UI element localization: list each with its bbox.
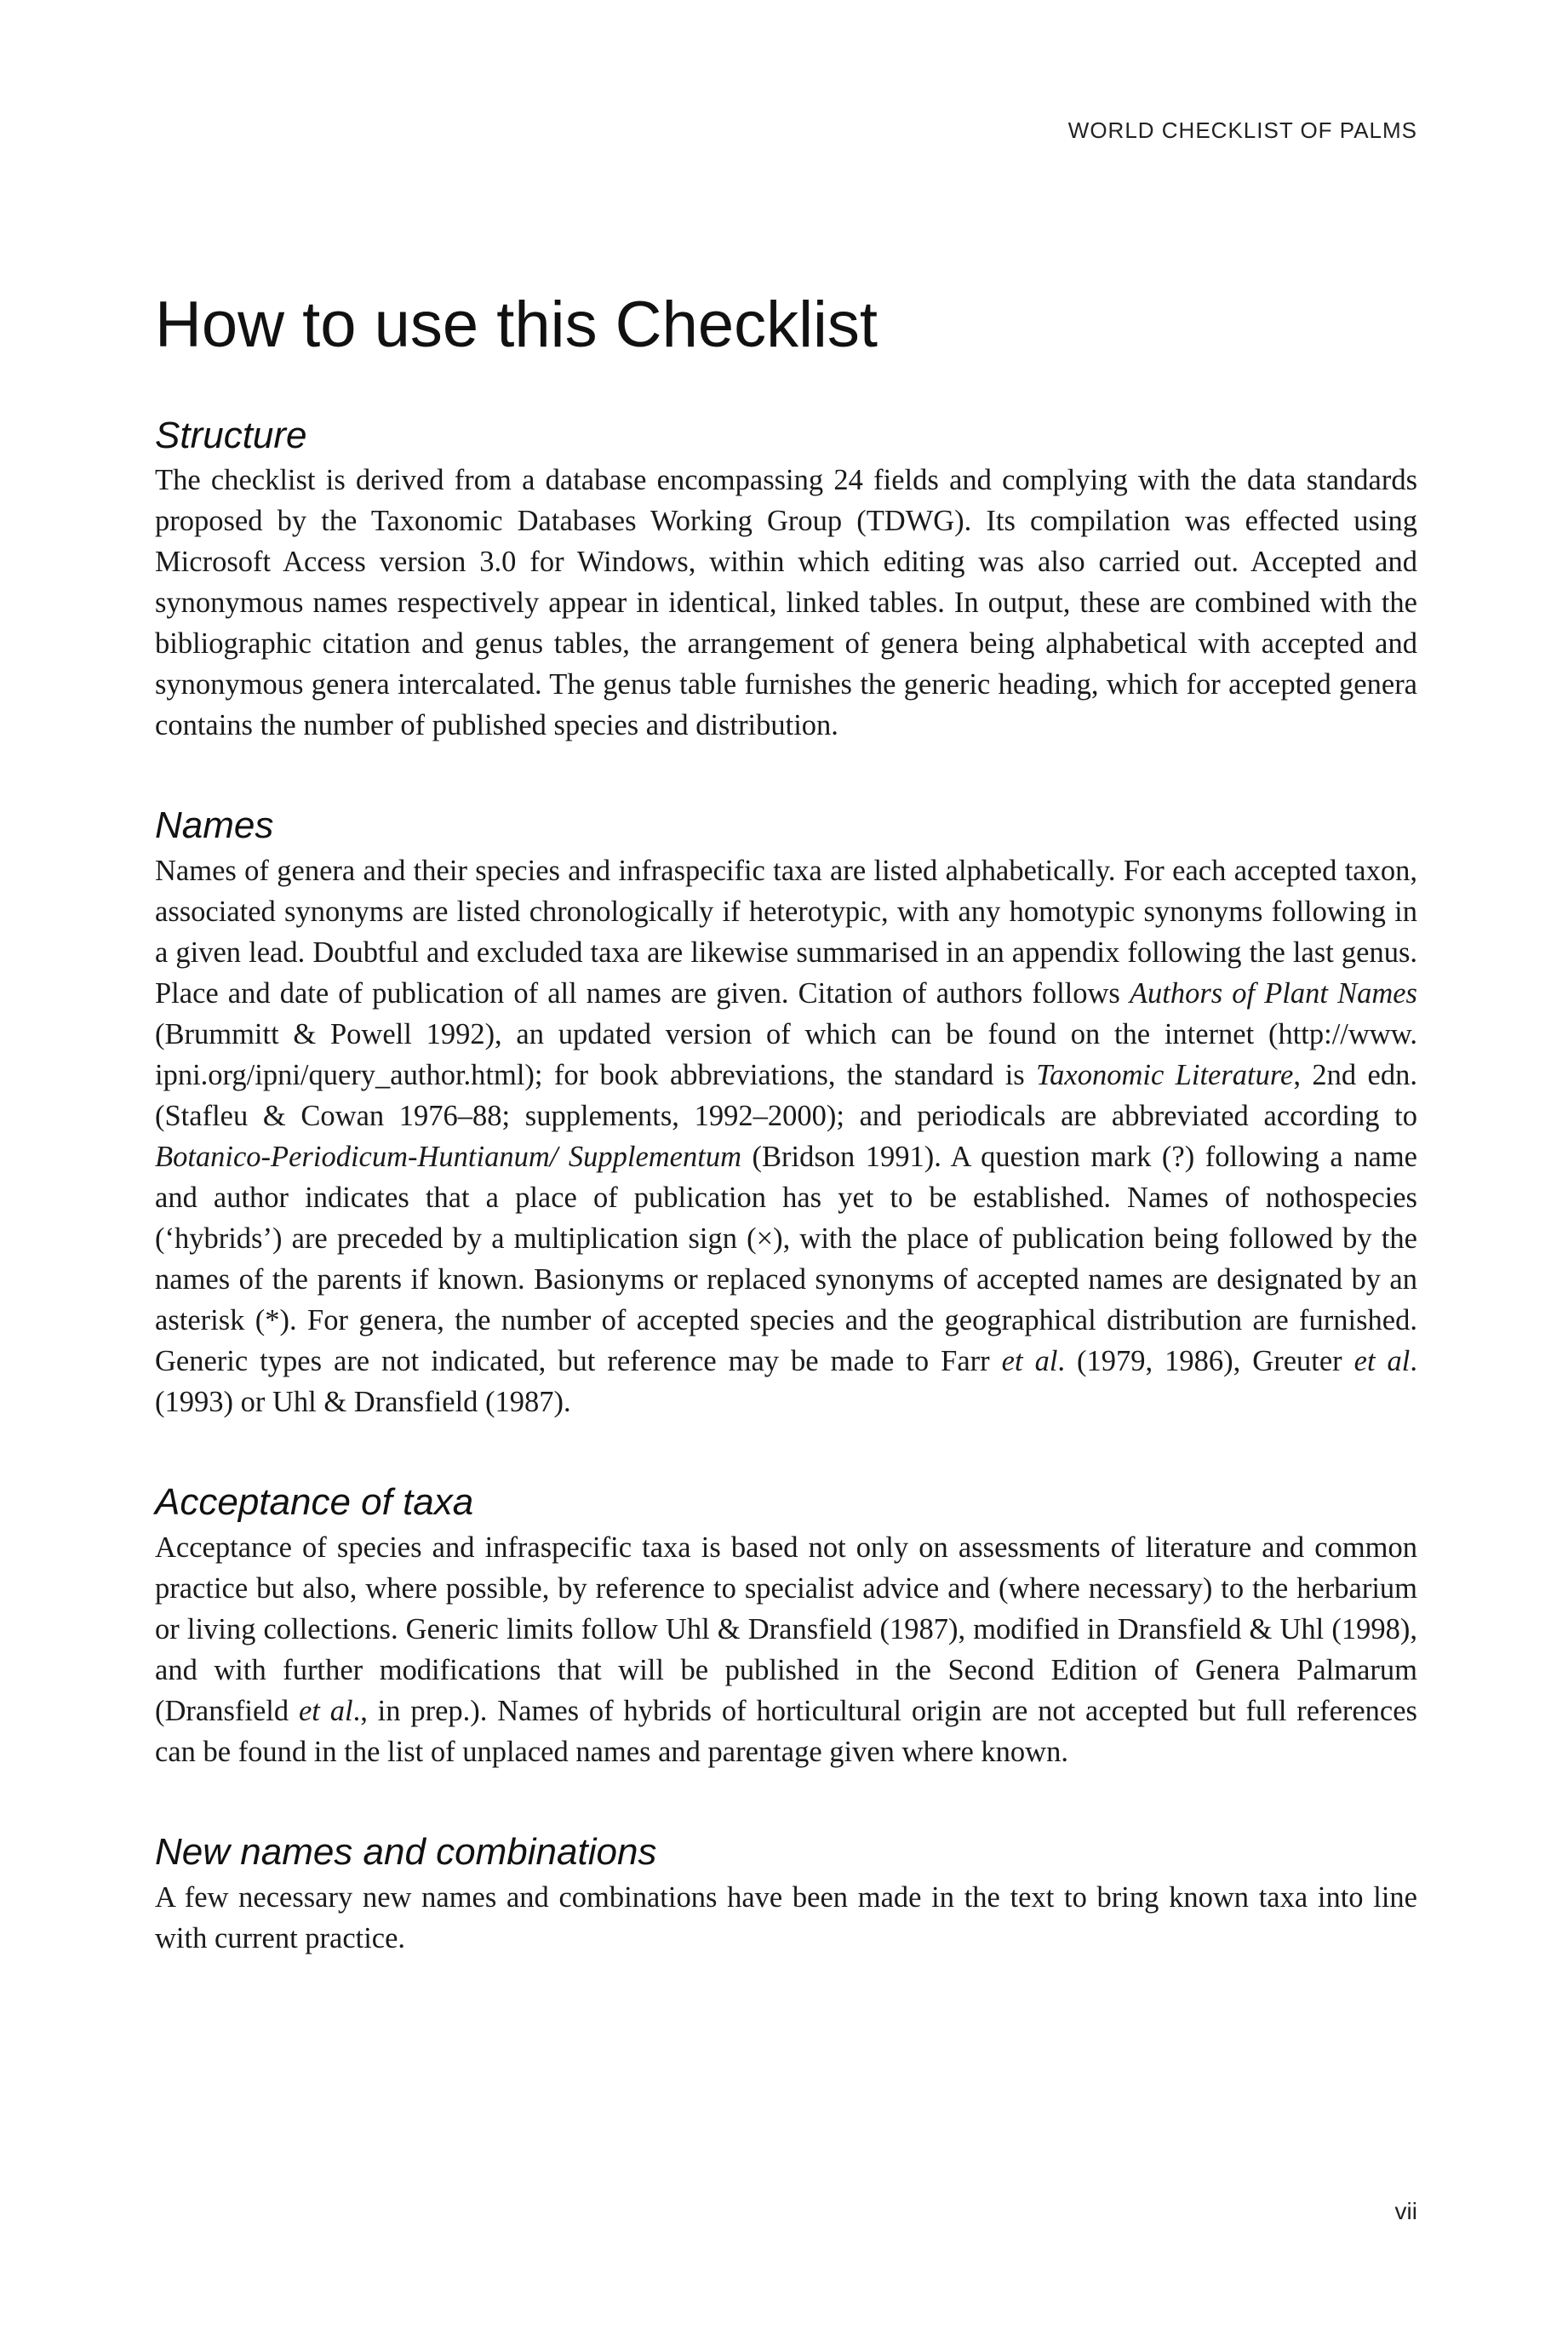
- text-run: Acceptance of species and infraspecific taxa is based not only on assessments of literature and common practice but also, where possible, by reference to specialist advice and (where necessary) to the herbarium or living collections. Generic limits follow Uhl & Dransfield (1987), modified in Dransfield & Uhl (1998), and with further modifications that will be published in the Second Edition of Genera Palmarum (Dransfield: [155, 1531, 1417, 1727]
- section-structure: [155, 414, 1417, 747]
- text-run: , 2nd edn. (Stafleu & Cowan 1976–88; supplements, 1992–2000); and periodicals are abbreviated according to: [155, 1059, 1417, 1133]
- page-content: [155, 289, 1417, 2017]
- section-heading-acceptance: Acceptance of taxa: [155, 1481, 474, 1524]
- italic-et-al: et al: [1353, 1345, 1411, 1378]
- section-body-names: [155, 850, 1417, 1422]
- section-body-structure: The checklist is derived from a database encompassing 24 fields and complying with the data standards proposed by the Taxonomic Databases Working Group (TDWG). Its compilation was effected using Microsoft Access version 3.0 for Windows, within which editing was also carried out. Accepted and synonymous names respectively appear in identical, linked tables. In output, these are combined with the bibliographic citation and genus tables, the arrangement of genera being alphabetical with accepted and synonymous genera intercalated. The genus table furnishes the generic heading, which for accepted genera contains the number of published species and distribution.: [155, 464, 1417, 742]
- italic-title: Authors of Plant Names: [1129, 977, 1417, 1010]
- section-new-names: [155, 1830, 1417, 1959]
- section-names: [155, 804, 1417, 1422]
- section-heading-new-names: New names and combinations: [155, 1830, 657, 1873]
- section-acceptance: [155, 1480, 1417, 1772]
- running-head: WORLD CHECKLIST OF PALMS: [1067, 117, 1417, 143]
- italic-et-al: et al: [298, 1694, 353, 1727]
- italic-title: Taxonomic Literature: [1036, 1059, 1294, 1092]
- section-heading-structure: Structure: [155, 414, 307, 456]
- page-title: How to use this Checklist: [155, 289, 878, 361]
- text-run: . (1993) or Uhl & Dransfield (1987).: [155, 1345, 1418, 1419]
- section-body-acceptance: [155, 1527, 1417, 1772]
- page-number: vii: [1394, 2198, 1417, 2224]
- text-run: Names of genera and their species and infraspecific taxa are listed alphabetically. For each accepted taxon, associated synonyms are listed chronologically if heterotypic, with any homotypic synonyms following in a given lead. Doubtful and excluded taxa are likewise summarised in an appendix following the last genus. Place and date of publication of all names are given. Citation of authors follows: [155, 855, 1417, 1010]
- italic-et-al: et al: [1001, 1345, 1058, 1378]
- text-run: . (1979, 1986), Greuter: [1057, 1345, 1354, 1378]
- text-run: (Bridson 1991). A question mark (?) following a name and author indicates that a place of publication has yet to be established. Names of nothospecies (‘hybrids’) are preceded by a multiplication sign (×), with the place of publication being followed by the names of the parents if known. Basionyms or replaced synonyms of accepted names are designated by an asterisk (*). For genera, the number of accepted species and the geographical distribution are furnished. Generic types are not indicated, but reference may be made to Farr: [155, 1141, 1417, 1378]
- section-body-new-names: A few necessary new names and combinations have been made in the text to bring known taxa into line with current practice.: [155, 1880, 1417, 1954]
- text-run: (Brummitt & Powell 1992), an updated version of which can be found on the internet (http://www. ipni.org/ipni/query_author.html); for book abbreviations, the standard is: [155, 1018, 1417, 1092]
- italic-title: Botanico-Periodicum-Huntianum/ Supplementum: [155, 1141, 741, 1174]
- section-heading-names: Names: [155, 804, 274, 847]
- text-run: ., in prep.). Names of hybrids of horticultural origin are not accepted but full references can be found in the list of unplaced names and parentage given where known.: [155, 1694, 1417, 1768]
